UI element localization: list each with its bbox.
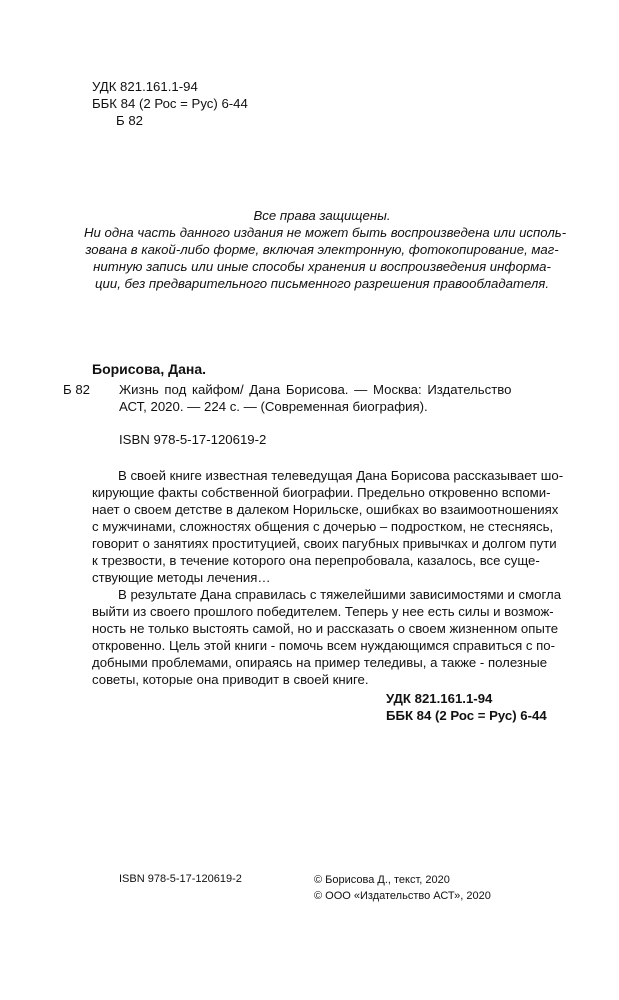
annotation-line: ность не только выстоять самой, но и рассказать о своем жизненном опыте — [92, 621, 559, 636]
annotation-line: В своей книге известная телеведущая Дана Борисова рассказывает шо- — [118, 468, 564, 483]
catalog-title-line: Жизнь под кайфом/ Дана Борисова. — Москва: Издательство — [119, 382, 512, 397]
top-classification — [92, 78, 248, 129]
annotation-line: говорит о занятиях проституцией, своих пагубных привычках и долгом пути — [92, 536, 557, 551]
udk-code: УДК 821.161.1-94 — [92, 79, 198, 94]
rights-notice — [84, 207, 567, 292]
annotation-line: с мужчинами, сложностях общения с дочерью – подростком, не стесняясь, — [92, 519, 554, 534]
udk-code-bold: УДК 821.161.1-94 — [386, 691, 493, 706]
bottom-classification — [386, 690, 547, 724]
author-mark: Б 82 — [116, 113, 143, 128]
annotation-line: советы, которые она приводит в своей книге. — [92, 672, 369, 687]
rights-line: зована в какой-либо форме, включая электронную, фотокопирование, маг- — [85, 242, 559, 257]
annotation-line: выйти из своего прошлого победителем. Теперь у нее есть силы и возмож- — [92, 604, 554, 619]
rights-line: ции, без предварительного письменного разрешения правообладателя. — [95, 276, 549, 291]
annotation-line: откровенно. Цель этой книги - помочь всем нуждающимся справиться с по- — [92, 638, 555, 653]
annotation-line: ствующие методы лечения… — [92, 570, 271, 585]
rights-line: нитную запись или иные способы хранения и воспроизведения информа- — [93, 259, 551, 274]
annotation-line: к трезвости, в течение которого она перепробовала, казалось, все суще- — [92, 553, 540, 568]
catalog-isbn: ISBN 978-5-17-120619-2 — [119, 432, 267, 447]
copyright-author: © Борисова Д., текст, 2020 — [314, 874, 450, 886]
catalog-mark: Б 82 — [63, 382, 90, 397]
rights-line: Ни одна часть данного издания не может быть воспроизведена или исполь- — [84, 225, 567, 240]
footer-isbn: ISBN 978-5-17-120619-2 — [119, 873, 242, 885]
catalog-title — [119, 381, 559, 415]
copyright-publisher: © ООО «Издательство АСТ», 2020 — [314, 890, 491, 902]
bbk-code: ББК 84 (2 Рос = Рус) 6-44 — [92, 96, 248, 111]
annotation — [92, 467, 562, 688]
footer-copyright — [314, 872, 491, 904]
annotation-line: В результате Дана справилась с тяжелейшими зависимостями и смогла — [118, 587, 562, 602]
rights-line: Все права защищены. — [253, 208, 391, 223]
annotation-line: нает о своем детстве в далеком Норильске, ошибках во взаимоотношениях — [92, 502, 559, 517]
annotation-line: добными проблемами, опираясь на пример теледивы, а также - полезные — [92, 655, 548, 670]
catalog-title-line: АСТ, 2020. — 224 с. — (Современная биография). — [119, 399, 428, 414]
bbk-code-bold: ББК 84 (2 Рос = Рус) 6-44 — [386, 708, 547, 723]
catalog-author: Борисова, Дана. — [92, 361, 206, 377]
annotation-line: кирующие факты собственной биографии. Предельно откровенно вспоми- — [92, 485, 551, 500]
